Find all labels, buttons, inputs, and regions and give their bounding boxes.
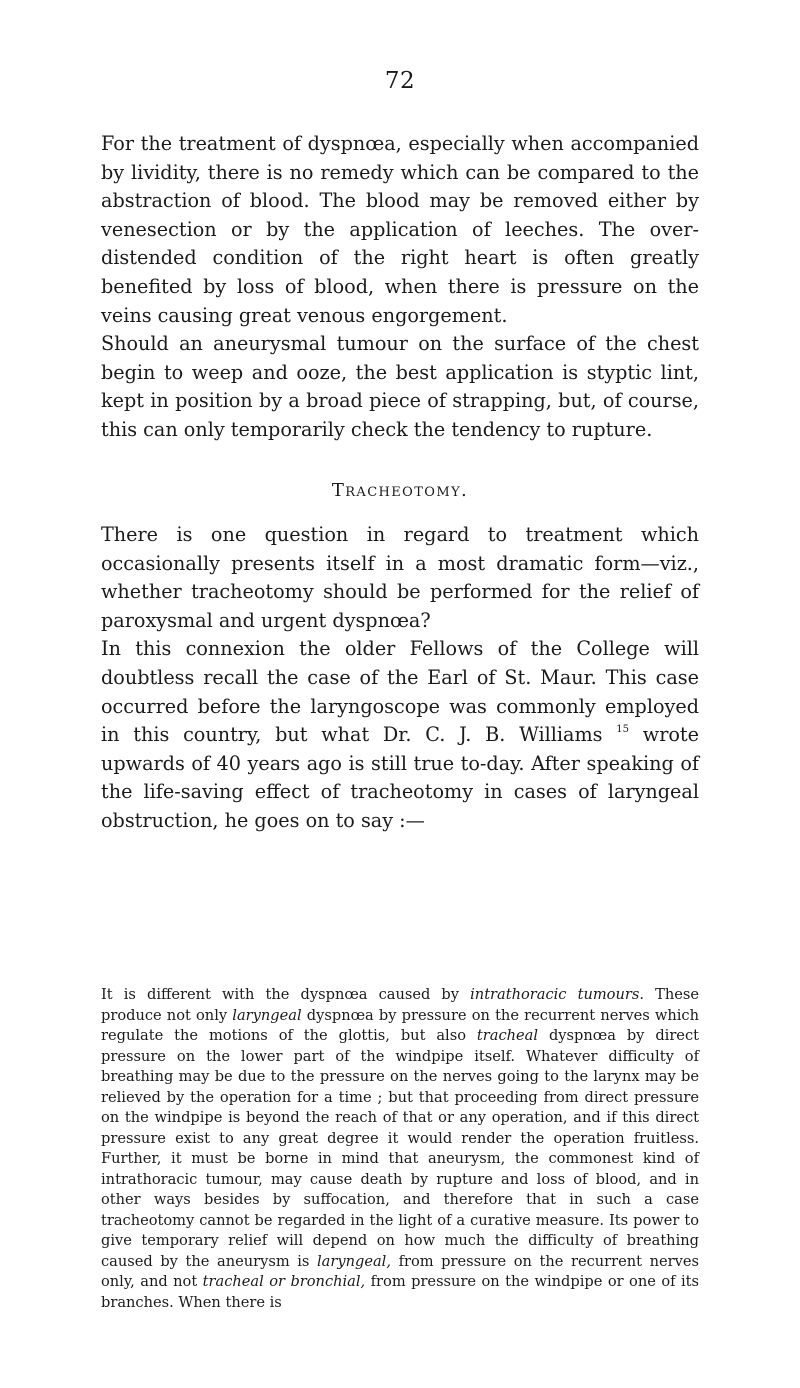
quote-italic: tracheal or bronchial, <box>202 1273 366 1290</box>
footnote-ref: 15 <box>616 723 630 735</box>
quote-text: dyspnœa by pressure on the recurrent nerves which regulate the motions of the glottis, but also <box>101 1006 699 1044</box>
quote-italic: intrathoracic tumours. <box>470 986 644 1003</box>
block-quote <box>101 985 699 1313</box>
paragraph-williams <box>101 635 699 835</box>
body-text-top <box>101 130 699 445</box>
page-number: 72 <box>384 68 416 94</box>
body-text-section <box>101 521 699 836</box>
williams-text-before: In this connexion the older Fellows of the College will doubtless recall the case of the Earl of St. Maur. This case occurred before the laryngoscope was commonly employed in this country, but what Dr. C. J. B. Williams <box>101 637 699 747</box>
quote-italic: laryngeal, <box>317 1252 391 1270</box>
quote-text: from pressure on the recurrent nerves only, and not <box>101 1252 699 1290</box>
quote-text: These produce not only <box>101 986 699 1024</box>
williams-text-after: wrote upwards of 40 years ago is still true to-day. After speaking of the life-saving effect of tracheotomy in cases of laryngeal obstruction, he goes on to say :— <box>101 723 699 832</box>
paragraph-aneurysm-lint: Should an aneurysmal tumour on the surface of the chest begin to weep and ooze, the best application is styptic lint, kept in position by a broad piece of strapping, but, of course, this can only temporarily check the tendency to rupture. <box>101 332 699 441</box>
quote-italic: tracheal <box>476 1027 539 1044</box>
quote-italic: laryngeal <box>232 1006 302 1024</box>
quote-text: from pressure on the windpipe or one of its branches. When there is <box>101 1273 699 1311</box>
paragraph-bloodletting: For the treatment of dyspnœa, especially when accompanied by lividity, there is no remedy which can be compared to the abstraction of blood. The blood may be removed either by venesection or by the application of leeches. The over-distended condition of the right heart is often greatly benefited by loss of blood, when there is pressure on the veins causing great venous engorgement. <box>101 132 699 327</box>
quote-text: dyspnœa by direct pressure on the lower part of the windpipe itself. Whatever difficulty of breathing may be due to the pressure on the nerves going to the larynx may be relieved by the operation for a time ; but that proceeding from direct pressure on the windpipe is beyond the reach of that or any operation, and if this direct pressure exist to any great degree it would render the operation fruitless. Further, it must be borne in mind that aneurysm, the commonest kind of intrathoracic tumour, may cause death by rupture and loss of blood, and in other ways besides by suffocation, and therefore that in such a case tracheotomy cannot be regarded in the light of a curative measure. Its power to give temporary relief will depend on how much the difficulty of breathing caused by the aneurysm is <box>101 1027 699 1270</box>
section-heading: Tracheotomy. <box>331 480 469 501</box>
quote-text: It is different with the dyspnœa caused by <box>101 986 471 1003</box>
paragraph-question: There is one question in regard to treatment which occasionally presents itself in a most dramatic form—viz., whether tracheotomy should be performed for the relief of paroxysmal and urgent dyspnœa? <box>101 523 699 632</box>
